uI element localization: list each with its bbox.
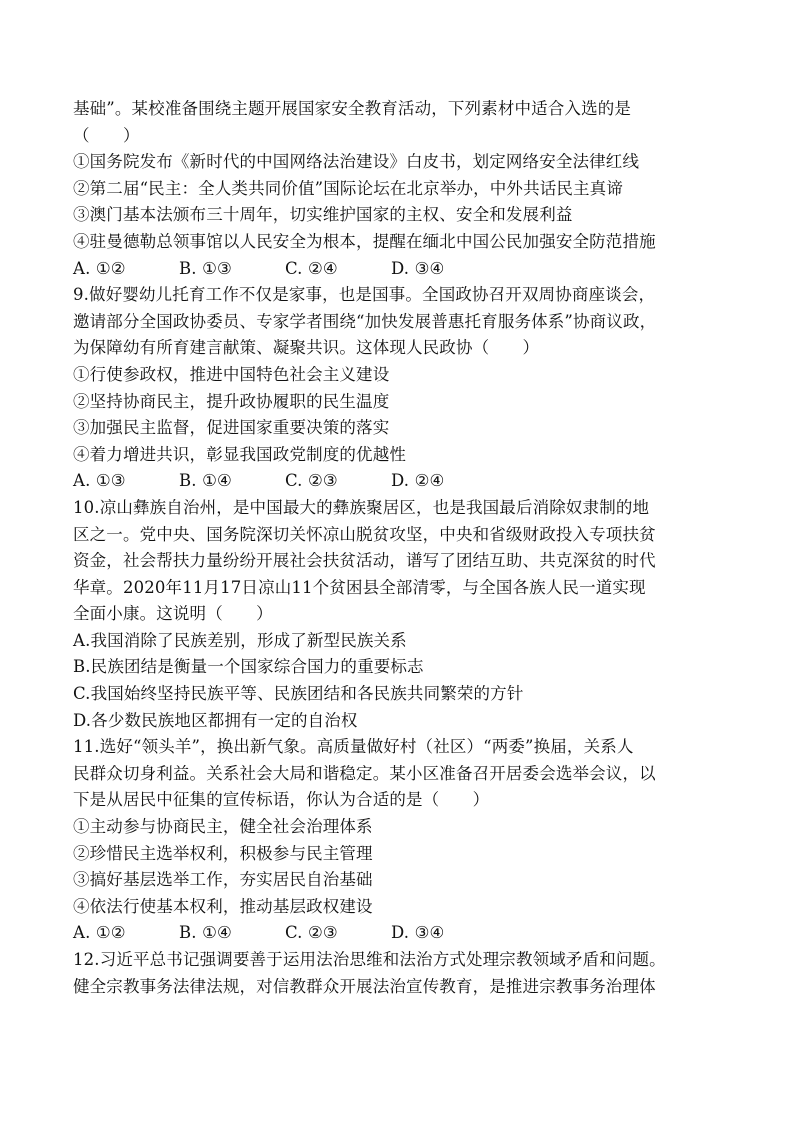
q8-statement-3: ③澳门基本法颁布三十周年，切实维护国家的主权、安全和发展利益 — [73, 205, 573, 225]
q11-statement-4: ④依法行使基本权利，推动基层政权建设 — [73, 896, 373, 916]
q9-stem-line-2: 邀请部分全国政协委员、专家学者围绕“加快发展普惠托育服务体系”协商议政， — [73, 311, 657, 331]
q8-statement-2: ②第二届“民主：全人类共同价值”国际论坛在北京举办，中外共话民主真谛 — [73, 178, 623, 198]
q10-option-c: C.我国始终坚持民族平等、民族团结和各民族共同繁荣的方针 — [73, 684, 524, 704]
q11-stem-line-1: 11.选好“领头羊”，换出新气象。高质量做好村（社区）“两委”换届，关系人 — [73, 737, 634, 757]
q9-statement-4: ④着力增进共识，彰显我国政党制度的优越性 — [73, 444, 406, 464]
q10-stem-line-1: 10.凉山彝族自治州，是中国最大的彝族聚居区，也是我国最后消除奴隶制的地 — [73, 497, 650, 517]
q11-option-c: C. ②③ — [285, 923, 338, 943]
q8-option-b: B. ①③ — [179, 258, 232, 278]
q10-stem-line-3: 资金，社会帮扶力量纷纷开展社会扶贫活动，谱写了团结互助、共克深贫的时代 — [73, 551, 656, 571]
question-9 — [73, 282, 733, 495]
q12-stem-line-2: 健全宗教事务法律法规，对信教群众开展法治宣传教育，是推进宗教事务治理体 — [73, 976, 656, 996]
q9-statement-1: ①行使参政权，推进中国特色社会主义建设 — [73, 364, 390, 384]
q8-option-a: A. ①② — [73, 258, 126, 278]
q9-options — [73, 468, 733, 495]
q9-statement-2: ②坚持协商民主，提升政协履职的民生温度 — [73, 391, 390, 411]
page-content — [73, 96, 733, 1000]
q8-stem-line: 基础”。某校准备围绕主题开展国家安全教育活动，下列素材中适合入选的是 — [73, 99, 632, 118]
q9-option-d: D. ②④ — [391, 471, 445, 491]
q11-statement-2: ②珍惜民主选举权利，积极参与民主管理 — [73, 843, 373, 863]
q11-stem-line-2: 民群众切身利益。关系社会大局和谐稳定。某小区准备召开居委会选举会议，以 — [73, 763, 656, 783]
q9-option-c: C. ②③ — [285, 471, 338, 491]
q10-option-b: B.民族团结是衡量一个国家综合国力的重要标志 — [73, 657, 424, 677]
q10-stem-line-4: 华章。2020年11月17日凉山11个贫困县全部清零，与全国各族人民一道实现 — [73, 577, 646, 597]
q9-stem-line-3: 为保障幼有所育建言献策、凝聚共识。这体现人民政协（ ） — [73, 338, 540, 358]
q9-stem-line-1: 9.做好婴幼儿托育工作不仅是家事，也是国事。全国政协召开双周协商座谈会， — [73, 285, 656, 305]
q11-option-b: B. ①④ — [179, 923, 232, 943]
q8-statement-4: ④驻曼德勒总领事馆以人民安全为根本，提醒在缅北中国公民加强安全防范措施 — [73, 231, 656, 251]
q11-options — [73, 920, 733, 947]
question-10 — [73, 495, 733, 734]
q12-stem-line-1: 12.习近平总书记强调要善于运用法治思维和法治方式处理宗教领域矛盾和问题。 — [73, 950, 666, 969]
q11-option-d: D. ③④ — [391, 923, 445, 943]
q8-options — [73, 256, 733, 283]
q11-statement-1: ①主动参与协商民主，健全社会治理体系 — [73, 817, 373, 837]
q8-statement-1: ①国务院发布《新时代的中国网络法治建设》白皮书，划定网络安全法律红线 — [73, 152, 640, 172]
q10-option-d: D.各少数民族地区都拥有一定的自治权 — [73, 710, 358, 730]
q10-stem-line-5: 全面小康。这说明（ ） — [73, 604, 273, 624]
q11-option-a: A. ①② — [73, 923, 126, 943]
q11-statement-3: ③搞好基层选举工作，夯实居民自治基础 — [73, 870, 373, 890]
question-11 — [73, 734, 733, 947]
q8-answer-bracket: （ ） — [73, 125, 140, 145]
question-12 — [73, 947, 733, 1000]
q9-option-b: B. ①④ — [179, 471, 232, 491]
q10-stem-line-2: 区之一。党中央、国务院深切关怀凉山脱贫攻坚，中央和省级财政投入专项扶贫 — [73, 524, 656, 544]
q11-stem-line-3: 下是从居民中征集的宣传标语，你认为合适的是（ ） — [73, 790, 490, 810]
q9-statement-3: ③加强民主监督，促进国家重要决策的落实 — [73, 418, 390, 438]
q10-option-a: A.我国消除了民族差别，形成了新型民族关系 — [73, 630, 407, 650]
q8-option-c: C. ②④ — [285, 258, 338, 278]
q9-option-a: A. ①③ — [73, 471, 126, 491]
question-8 — [73, 96, 733, 282]
q8-option-d: D. ③④ — [391, 258, 445, 278]
